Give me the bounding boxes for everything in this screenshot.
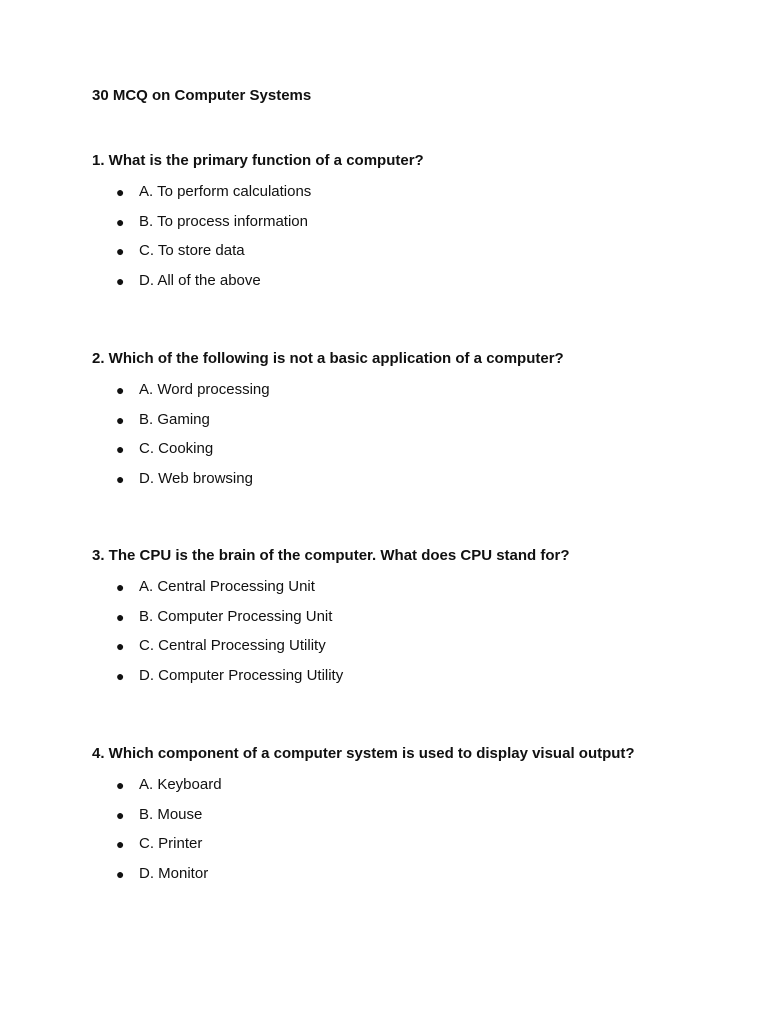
bullet-icon: ● <box>116 579 125 595</box>
question-text: 1. What is the primary function of a computer? <box>92 152 424 169</box>
bullet-icon: ● <box>116 213 125 230</box>
question-text: 2. Which of the following is not a basic application of a computer? <box>92 350 564 367</box>
bullet-icon: ● <box>116 806 125 823</box>
bullet-icon: ● <box>116 441 125 457</box>
option-text: B. Gaming <box>139 410 210 428</box>
option-text: C. Cooking <box>139 440 214 457</box>
question-4 <box>92 745 732 882</box>
option-text: D. Web browsing <box>139 469 253 487</box>
bullet-icon: ● <box>116 272 125 289</box>
option-text: A. Word processing <box>139 381 270 398</box>
bullet-icon: ● <box>116 243 125 259</box>
option-text: C. To store data <box>139 242 245 259</box>
bullet-icon: ● <box>116 608 125 625</box>
option-text: D. Monitor <box>139 864 209 882</box>
question-text: 4. Which component of a computer system is used to display visual output? <box>92 745 635 762</box>
bullet-icon: ● <box>116 382 125 398</box>
bullet-icon: ● <box>116 667 125 684</box>
question-2 <box>92 350 732 487</box>
bullet-icon: ● <box>116 638 125 654</box>
bullet-icon: ● <box>116 836 125 852</box>
question-1 <box>92 152 732 289</box>
document-title: 30 MCQ on Computer Systems <box>92 87 312 104</box>
option-text: C. Printer <box>139 835 203 852</box>
option-text: D. All of the above <box>139 271 261 289</box>
bullet-icon: ● <box>116 777 125 793</box>
option-text: A. Central Processing Unit <box>139 578 315 595</box>
bullet-icon: ● <box>116 184 125 200</box>
option-text: B. Mouse <box>139 805 203 823</box>
option-text: B. To process information <box>139 212 308 230</box>
bullet-icon: ● <box>116 865 125 882</box>
option-text: A. Keyboard <box>139 776 222 793</box>
bullet-icon: ● <box>116 411 125 428</box>
option-text: C. Central Processing Utility <box>139 637 326 654</box>
bullet-icon: ● <box>116 470 125 487</box>
option-text: B. Computer Processing Unit <box>139 607 333 625</box>
option-text: A. To perform calculations <box>139 183 312 200</box>
question-3 <box>92 547 732 684</box>
option-text: D. Computer Processing Utility <box>139 666 344 684</box>
question-text: 3. The CPU is the brain of the computer. What does CPU stand for? <box>92 547 570 564</box>
